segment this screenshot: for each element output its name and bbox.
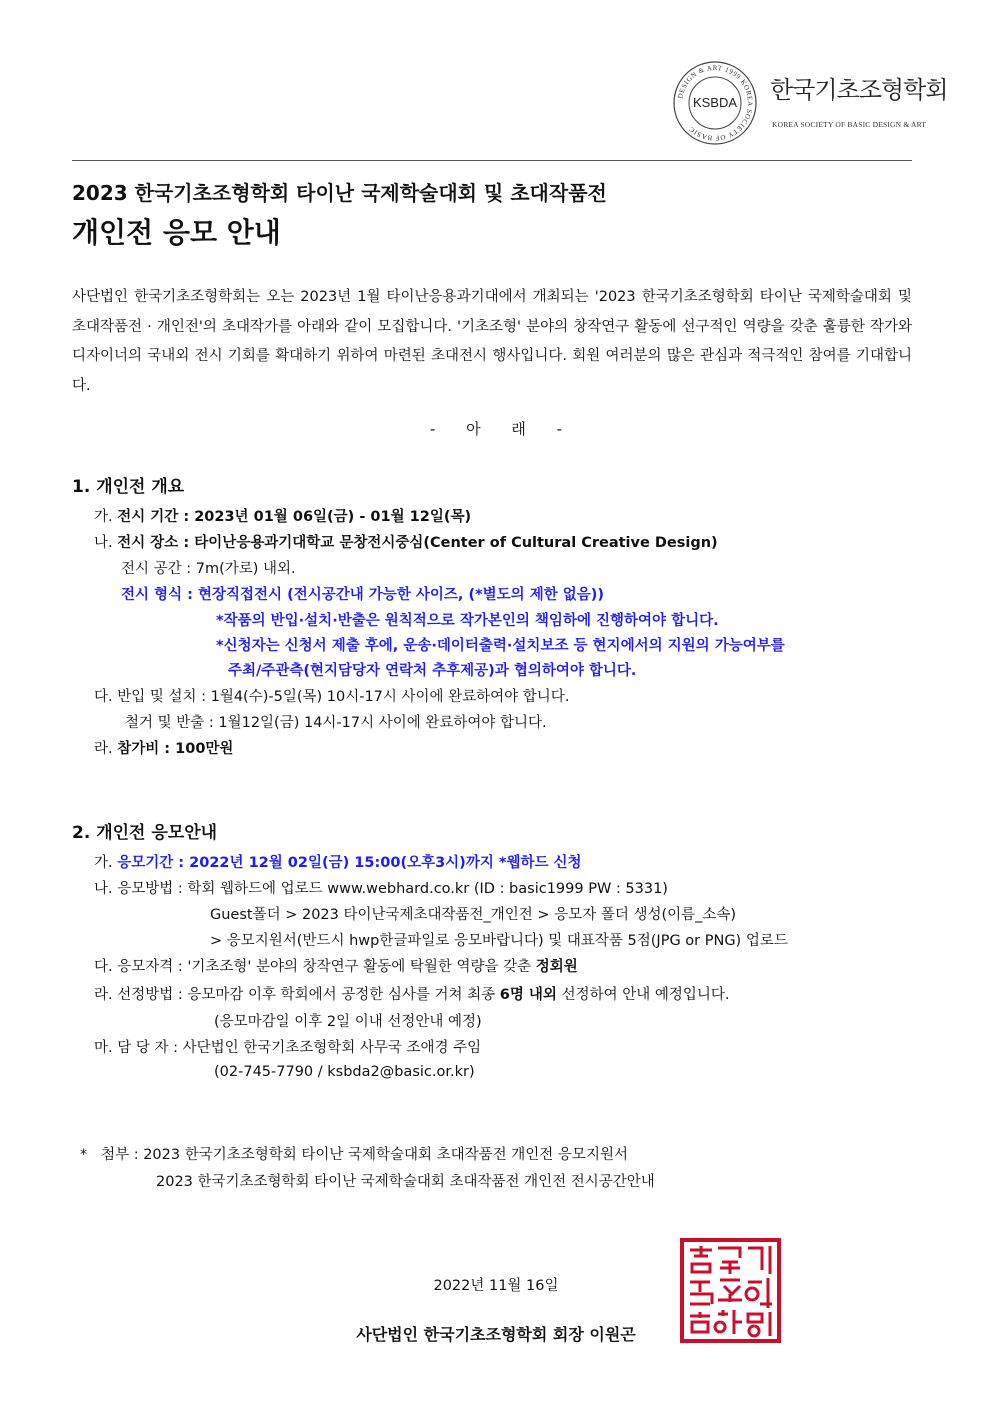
s2-item-b [94, 877, 668, 898]
signature-line: 사단법인 한국기초조형학회 회장 이원곤 [356, 1325, 636, 1344]
s1-note2: *신청자는 신청서 제출 후에, 운송·데이터출력·설치보조 등 현지에서의 지원의 가능여부를 [216, 638, 785, 654]
s1-format-label: 전시 형식 : [121, 587, 193, 603]
s2-c-bold: 정회원 [535, 959, 578, 975]
center-mark: - 아 래 - [429, 420, 563, 438]
page-title: 2023 한국기초조형학회 타이난 국제학술대회 및 초대작품전 [72, 181, 607, 205]
section1-title: 1. 개인전 개요 [72, 477, 185, 497]
logo-name-ko: 한국기초조형학회 [770, 76, 948, 104]
s1-a-text: 전시 기간 : 2023년 01월 06일(금) - 01월 12일(목) [117, 509, 472, 525]
s2-a-prefix: 가. [94, 855, 113, 871]
s1-item-d [94, 737, 233, 758]
s2-item-e [94, 1036, 481, 1057]
s2-d-bold: 6명 내외 [499, 987, 557, 1003]
s1-c-text2: 철거 및 반출 : 1월12일(금) 14시-17시 사이에 완료하여야 합니다. [125, 715, 547, 731]
s2-a-text: 응모기간 : 2022년 12월 02일(금) 15:00(오후3시)까지 *웹하드 신청 [117, 855, 582, 871]
s1-b-text: 전시 장소 : 타이난응용과기대학교 문창전시중심(Center of Cultural Creative Design) [117, 535, 718, 551]
s1-a-prefix: 가. [94, 509, 113, 525]
s2-e-text2: (02-745-7790 / ksbda2@basic.or.kr) [214, 1064, 475, 1080]
s2-d-prefix: 라. [94, 987, 113, 1003]
s1-d-text: 참가비 : 100만원 [117, 741, 234, 757]
s2-c-text: 응모자격 : '기초조형' 분야의 창작연구 활동에 탁월한 역량을 갖춘 [117, 959, 532, 975]
logo-name-en: KOREA SOCIETY OF BASIC DESIGN & ART [772, 120, 927, 129]
document-date: 2022년 11월 16일 [433, 1278, 559, 1294]
attachment-line2: 2023 한국기초조형학회 타이난 국제학술대회 초대작품전 개인전 전시공간안내 [156, 1174, 655, 1190]
header-divider [72, 160, 912, 161]
s2-e-text1: 담 당 자 : 사단법인 한국기초조형학회 사무국 조애경 주임 [117, 1040, 482, 1056]
s2-b-text1: 응모방법 : 학회 웹하드에 업로드 www.webhard.co.kr (ID : basic1999 PW : 5331) [117, 881, 668, 897]
s2-b-prefix: 나. [94, 881, 113, 897]
s1-c-prefix: 다. [94, 689, 113, 705]
s1-d-prefix: 라. [94, 741, 113, 757]
section2-title: 2. 개인전 응모안내 [72, 823, 218, 843]
intro-paragraph: 사단법인 한국기초조형학회는 오는 2023년 1월 타이난응용과기대에서 개최되는 '2023 한국기초조형학회 타이난 국제학술대회 및 초대작품전 · 개인전'의 초대작가를 아래와 같이 모집합니다. '기초조형' 분야의 창작연구 활동에 선구적인 역량을 갖춘 훌륭한 작가와 디자이너의 국내외 전시 기회를 확대하기 위하여 마련된 초대전시 행사입니다. 회원 여러분의 많은 관심과 적극적인 참여를 기대합니다. [72, 289, 912, 394]
logo-ring-text: DESIGN & ART 1999 KOREA SOCIETY OF BASIC [676, 63, 755, 143]
s1-c-text1: 반입 및 설치 : 1월4(수)-5일(목) 10시-17시 사이에 완료하여야 합니다. [117, 689, 570, 705]
s2-b-text2: Guest폴더 > 2023 타이난국제초대작품전_개인전 > 응모자 폴더 생성(이름_소속) [210, 907, 737, 923]
s1-item-a [94, 505, 471, 526]
s2-d-text2: (응모마감일 이후 2일 이내 선정안내 예정) [214, 1014, 482, 1030]
s1-space: 전시 공간 : 7m(가로) 내외. [121, 561, 296, 577]
s2-item-a [94, 851, 582, 872]
society-seal [680, 1238, 781, 1343]
s1-format-text: 현장직접전시 (전시공간내 가능한 사이즈, (*별도의 제한 없음)) [198, 587, 605, 603]
s1-format [121, 583, 604, 604]
s2-d-text-a: 선정방법 : 응모마감 이후 학회에서 공정한 심사를 거쳐 최종 [117, 987, 496, 1003]
s2-c-prefix: 다. [94, 959, 113, 975]
society-logo [672, 62, 948, 144]
s1-item-c [94, 685, 569, 706]
seal-stamp-icon [680, 1238, 781, 1343]
logo-mark: KSBDA [692, 95, 738, 110]
s1-b-prefix: 나. [94, 535, 113, 551]
s2-d-text-b: 선정하여 안내 예정입니다. [561, 987, 730, 1003]
s2-e-prefix: 마. [94, 1040, 113, 1056]
s1-note3: 주최/주관측(현지담당자 연락처 추후제공)과 협의하여야 합니다. [228, 663, 637, 679]
s2-item-c [94, 955, 578, 976]
page-subtitle: 개인전 응모 안내 [72, 216, 281, 249]
attachment-line1: * 첨부 : 2023 한국기초조형학회 타이난 국제학술대회 초대작품전 개인전 응모지원서 [80, 1147, 628, 1163]
s2-item-d [94, 983, 729, 1004]
s1-note1: *작품의 반입·설치·반출은 원칙적으로 작가본인의 책임하에 진행하여야 합니다. [216, 613, 719, 629]
logo-seal-icon [672, 60, 758, 146]
s1-item-b [94, 531, 718, 552]
s2-b-text3: > 응모지원서(반드시 hwp한글파일로 응모바랍니다) 및 대표작품 5점(JPG or PNG) 업로드 [210, 933, 788, 949]
